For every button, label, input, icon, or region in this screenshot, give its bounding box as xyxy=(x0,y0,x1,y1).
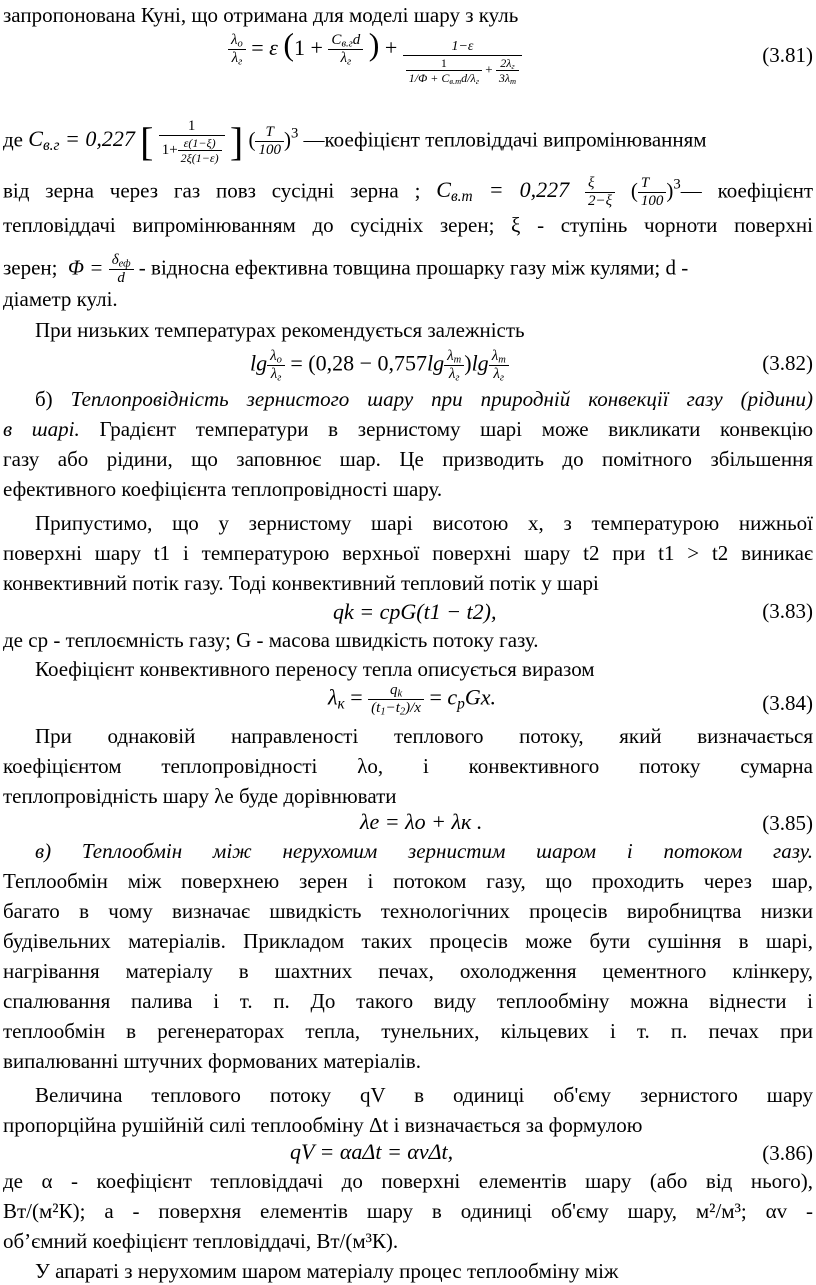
text-line: діаметр кулі. xyxy=(3,287,118,311)
text-line: Величина теплового потоку qV в одиниці об'єму зернистого шару xyxy=(35,1083,813,1107)
text-line: зерен; Φ = $\frac{\delta_{еф}}{d}$ - відносна ефективна товщина прошарку газу між кулями; d - xyxy=(3,252,689,286)
text-line: газу або рідини, що заповнює шар. Це призводить до помітного збільшення xyxy=(3,447,813,471)
equation-3-85: λе = λo + λк . xyxy=(360,809,483,834)
text-line: випалюванні штучних формованих матеріалів. xyxy=(3,1049,421,1073)
section-heading: в) Теплообмін між нерухомим зернистим шаром і потоком газу. xyxy=(35,839,813,863)
equation-number: (3.84) xyxy=(762,691,813,715)
text-line: конвективний потік газу. Тоді конвективний тепловий потік у шарі xyxy=(3,571,599,595)
equation-3-86: qV = αaΔt = αvΔt, xyxy=(290,1139,454,1164)
equation-number: (3.86) xyxy=(762,1141,813,1165)
text-line: від зерна через газ повз сусідні зерна ; $C_{в.т} = 0,227$ $\frac{\xi}{2-\xi}$ ( $\frac{T}{100}$ )$^3$— коефіцієнт xyxy=(3,175,813,209)
text-line: Коефіцієнт конвективного переносу тепла описується виразом xyxy=(35,657,595,681)
text-line: У апараті з нерухомим шаром матеріалу процес теплообміну між xyxy=(35,1259,619,1283)
text-line: об’ємний коефіцієнт тепловіддачі, Вт/(м³К). xyxy=(3,1229,399,1253)
text-line: При низьких температурах рекомендується залежність xyxy=(35,318,525,342)
text-line: Теплообмін між поверхнею зерен і потоком газу, що проходить через шар, xyxy=(3,869,813,893)
equation-3-83: qk = cpG(t1 − t2), xyxy=(333,599,497,624)
equation-number: (3.85) xyxy=(762,811,813,835)
text-line: нагрівання матеріалу в шахтних печах, охолодження цементного клінкеру, xyxy=(3,959,813,983)
equation-3-81: $\frac{\lambda_o}{\lambda_г}$ = ε (1 + $\frac{C_{в.г}d}{\lambda_г}$ ) + 1−ε $\frac{1}{1/\Phi + C_{в.т}d/\lambda_г}$ + $\frac{2\lambda_г}{3\lambda_m}$ xyxy=(228,30,522,85)
equation-number: (3.83) xyxy=(762,599,813,623)
text-line: де cp - теплоємність газу; G - масова швидкість потоку газу. xyxy=(3,628,539,652)
text-line: багато в чому визначає швидкість технологічних процесів виробництва низки xyxy=(3,899,813,923)
text-line: де $C_{в.г} = 0,227$ [ 1 1+ $\frac{\varepsilon(1-\xi)}{2\xi(1-\varepsilon)}$ ] ( $\frac{T}{100}$ )$^3$ —коефіцієнт тепловіддачі випромінюванням xyxy=(3,118,707,165)
text-line: пропорційна рушійній силі теплообміну Δt і визначається за формулою xyxy=(3,1113,643,1137)
text-line: Вт/(м²К); a - поверхня елементів шару в одиниці об'єму шару, м²/м³; αv - xyxy=(3,1199,813,1223)
text-line: в шарі. Градієнт температури в зернистому шарі може викликати конвекцію xyxy=(3,417,814,441)
text-line xyxy=(3,2,813,29)
text-line: будівельних матеріалів. Прикладом таких процесів може бути сушіння в шарі, xyxy=(3,929,813,953)
text-line: теплообмін в регенераторах тепла, тунельних, кільцевих і т. п. печах при xyxy=(3,1019,813,1043)
text-line: де α - коефіцієнт тепловіддачі до поверхні елементів шару (або від нього), xyxy=(3,1169,813,1193)
equation-number: (3.81) xyxy=(762,43,813,67)
text-line: б) Теплопровідність зернистого шару при природній конвекції газу (рідини) xyxy=(35,387,813,411)
equation-number: (3.82) xyxy=(762,351,813,375)
paragraph-text: запропонована Куні, що отримана для моделі шару з куль xyxy=(3,3,519,27)
equation-3-82: lg $\frac{\lambda_o}{\lambda_г}$ = (0,28 − 0,757lg $\frac{\lambda_m}{\lambda_г}$ )lg $\frac{\lambda_m}{\lambda_г}$ xyxy=(250,348,509,383)
equation-3-84: $\lambda_к$ = $\frac{q_k}{(t_1-t_2)/x}$ = $c_pGx$. xyxy=(328,682,496,718)
text-line: поверхні шару t1 і температурою верхньої поверхні шару t2 при t1 > t2 виникає xyxy=(3,541,813,565)
text-line: спалювання палива і т. п. До такого виду теплообміну можна віднести і xyxy=(3,989,813,1013)
text-line: теплопровідність шару λе буде дорівнювати xyxy=(3,784,397,808)
text-line: Припустимо, що у зернистому шарі висотою x, з температурою нижньої xyxy=(35,511,813,535)
text-line: тепловіддачі випромінюванням до сусідніх зерен; ξ - ступінь чорноти поверхні xyxy=(3,213,813,237)
text-line: ефективного коефіцієнта теплопровідності шару. xyxy=(3,477,443,501)
text-line: коефіцієнтом теплопровідності λo, і конвективного потоку сумарна xyxy=(3,754,813,778)
text-line: При однаковій направленості теплового потоку, який визначається xyxy=(35,724,813,748)
lambda-ratio: $\frac{\lambda_o}{\lambda_г}$ xyxy=(228,32,246,67)
